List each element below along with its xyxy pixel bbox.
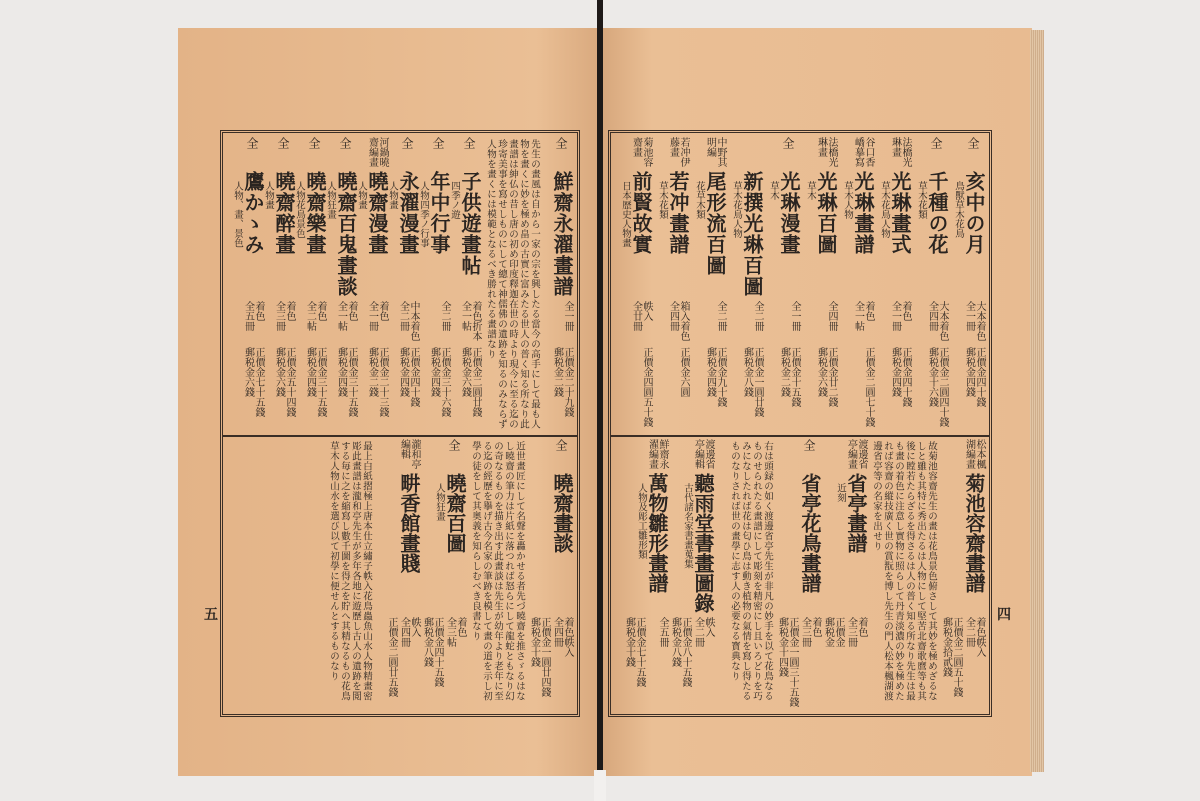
volume-count: 全一冊 (789, 301, 800, 331)
book-price: 正價金九十錢 郵税金四錢 (704, 347, 726, 407)
book-title: 曉齋醉畫 (272, 171, 296, 255)
volume-count: 着色 全一冊 (889, 301, 911, 331)
page-number-right: 四 (997, 607, 1011, 623)
listing-author: 全 (966, 137, 980, 149)
book-listing (689, 137, 726, 433)
volume-count: 全五冊 (657, 617, 668, 647)
book-title: 子供遊畫帖 (458, 171, 482, 276)
book-description (714, 439, 775, 710)
page-number-left: 五 (204, 607, 218, 623)
book-listing (233, 137, 264, 433)
listing-author: 法橋光琳畫 (815, 137, 837, 167)
book-price: 正價金一圓三十五錢 郵税金十四錢 (776, 617, 798, 707)
listing-author: 全 (554, 137, 568, 149)
book-description (867, 439, 939, 710)
volume-count: 大本着色 全四冊 (926, 301, 948, 341)
listing-author: 全 (338, 137, 352, 149)
volume-count: 中本着色 全二冊 (397, 301, 419, 341)
book-listing (450, 137, 481, 433)
volume-count: 着色 全五冊 (242, 301, 264, 331)
volume-count: 全二冊 (715, 301, 726, 331)
listing-author: 中野其明編 (704, 137, 726, 167)
book-title: 聽雨堂書畫圖錄 (691, 473, 715, 613)
book-price: 正價金二圓五十錢 郵税金拾貳錢 (940, 617, 962, 697)
book-price: 正價金二十九錢 郵税金二錢 (551, 347, 573, 417)
book-price: 正價金四十錢 郵税金四錢 (397, 347, 419, 407)
book-listing (763, 137, 800, 433)
description-text: 最上白紙摺極上唐本仕立繡子帙入花鳥蟲魚山水人物精畫密彫此畫譜は瀧和亭先生が多年各地に遊歷し古人の遺跡を閲する毎に之を縮寫し數千圖を得之を貯へ其精なるもの花鳥草木人物山水を選び以て初學に便せんとするものなり (328, 441, 372, 701)
book-subtitle: 人物畫 (263, 181, 274, 210)
book-title: 曉齋漫畫 (365, 171, 389, 255)
volume-count: 帙入 全廿冊 (630, 301, 652, 331)
book-listing (295, 137, 326, 433)
book-listing (652, 137, 689, 433)
book-price: 正價金五十四錢 郵税金六錢 (273, 347, 295, 417)
listing-author: 全 (400, 137, 414, 149)
book-spine (597, 0, 603, 801)
volume-count: 着色折本 全一帖 (459, 301, 481, 341)
left-bottom-listings (227, 439, 573, 710)
listing-author: 河鍋曉齋編畫 (366, 137, 388, 167)
listing-author: 渡邊省亭編畫 (845, 439, 867, 469)
book-title: 曉齋百鬼畫談 (334, 171, 358, 297)
book-subtitle: 人物四季ノ行事 (418, 181, 429, 248)
listing-author: 菊池容齋畫 (630, 137, 652, 167)
book-subtitle: 草木 (805, 181, 816, 200)
book-description (466, 439, 527, 710)
book-title: 新撰光琳百圖 (740, 171, 764, 297)
book-price: 正價金四圓五十錢 (641, 347, 652, 427)
book-subtitle: 古代諸名家書畫蒐集 (682, 483, 693, 569)
book-title: 鷹かゝみ (241, 171, 265, 255)
volume-count: 帙入 全二冊 (692, 617, 714, 647)
book-price: 正價金 郵税金 (822, 617, 844, 647)
book-listing (911, 137, 948, 433)
description-text: 故菊池容齋先生の畫は花鳥景色俯さして其妙を極めざるなしと雖も其特に秀出たるは人物にして堅苦北齋歌麿等も其後に瞠若たらざるを得さるは人の普く知る所なり先生は最も畫の着色に注意し實物に照らして丹青淡濃の妙を極めたれば容齋の縱技廣く世の賞翫を博し先生の門人松本楓湖渡邊省亭等の名家を出せり (871, 441, 937, 701)
listing-author: 全 (929, 137, 943, 149)
book-listing (419, 137, 450, 433)
book-title: 光琳百圖 (814, 171, 838, 255)
listing-author: 全 (554, 439, 568, 451)
book-title: 尾形流百圖 (703, 171, 727, 276)
book-listing (726, 137, 763, 433)
listing-author: 全 (307, 137, 321, 149)
volume-count: 全四冊 (826, 301, 837, 331)
volume-count: 着色 全二帖 (304, 301, 326, 331)
book-price: 正價金一圓廿錢 郵税金八錢 (741, 347, 763, 417)
book-subtitle: 人物、畫、景色 (232, 181, 243, 248)
book-subtitle: 人物及彫工雛形類 (636, 483, 647, 559)
book-description (313, 439, 374, 710)
book-listing (326, 137, 357, 433)
volume-count: 着色帙入 全二冊 (963, 617, 985, 657)
book-listing (615, 137, 652, 433)
book-price: 正價金七十五錢 郵税金六錢 (242, 347, 264, 417)
book-subtitle: 日本歴史人物畫 (620, 181, 631, 248)
divider-line (223, 435, 577, 437)
book-title: 曉齋樂畫 (303, 171, 327, 255)
volume-count: 全一冊 (562, 301, 573, 331)
book-subtitle: 花草木類 (694, 181, 705, 219)
left-top-listings (227, 137, 573, 433)
listing-author: 若冲伊藤畫 (667, 137, 689, 167)
book-title: 千種の花 (925, 171, 949, 255)
book-title: 亥中の月 (962, 171, 986, 255)
book-price: 正價金四十錢 郵税金四錢 (889, 347, 911, 407)
book-listing (874, 137, 911, 433)
listing-author: 全 (245, 137, 259, 149)
book-description (481, 137, 542, 433)
volume-count: 着色 全一冊 (366, 301, 388, 331)
book-price: 正價金三十五錢 郵税金四錢 (304, 347, 326, 417)
book-price: 正價金六圓 (678, 347, 689, 397)
page-edges (1030, 30, 1044, 772)
book-listing (420, 439, 466, 710)
volume-count: 箱入着色 全四冊 (667, 301, 689, 341)
book-subtitle: 草木花類 (657, 181, 668, 219)
volume-count: 全二冊 (439, 301, 450, 331)
book-title: 省亭花鳥畫譜 (798, 473, 822, 593)
book-listing (948, 137, 985, 433)
volume-count: 着色 全三冊 (273, 301, 295, 331)
book-title: 光琳漫畫 (777, 171, 801, 255)
book-price: 正價金八十五錢 郵税金八錢 (669, 617, 691, 687)
book-subtitle: 草木花鳥人物 (731, 181, 742, 238)
description-text: 近世畫匠にして名聲を轟かせる者先づ曉齋を推さゞるはなし曉齋の筆力は片紙に落つれば怒らにして龍蛇ともなり幻の奇なるものを描き出す此畫談は先生が幼年より老年に至る迄の經歷を擧げ古今名家の筆跡を模して畫の道を示し初學の徒をして其奥義を知らしむべき良書なり (470, 441, 525, 701)
volume-count: 大本着色 全一冊 (963, 301, 985, 341)
right-catalog-frame (608, 130, 992, 717)
spine-gap (594, 770, 606, 801)
book-listing (374, 439, 420, 710)
book-price: 正價金十五錢 郵税金二錢 (778, 347, 800, 407)
book-price: 正價金四十五錢 郵税金八錢 (421, 617, 443, 687)
listing-author: 谷口香嶠摹寫 (852, 137, 874, 167)
book-subtitle: 草木花類 (916, 181, 927, 219)
book-price: 正價金二圓七十錢 (863, 347, 874, 427)
volume-count: 着色 全三冊 (799, 617, 821, 647)
listing-author: 瀧和亭編輯 (398, 439, 420, 469)
book-listing (357, 137, 388, 433)
book-title: 曉齋百圖 (443, 473, 467, 553)
book-listing (939, 439, 985, 710)
book-price: 正價金三十五錢 郵税金四錢 (335, 347, 357, 417)
divider-line (611, 435, 989, 437)
volume-count: 着色帙入 全四冊 (551, 617, 573, 657)
volume-count: 着色 全三冊 (845, 617, 867, 647)
book-price: 正價金三十六錢 郵税金四錢 (428, 347, 450, 417)
book-subtitle: 四季ノ遊 (449, 181, 460, 219)
book-listing (542, 137, 573, 433)
book-title: 年中行事 (427, 171, 451, 255)
listing-author: 鮮齋永濯編畫 (646, 439, 668, 469)
book-title: 畊香館畫賤 (397, 473, 421, 573)
listing-author: 全 (276, 137, 290, 149)
description-text: 右は頭録の如く渡邊省亭先生が非凡の妙手を以て花鳥なるものせられたる畫譜にして彫刻を精密にし且いろどりを巧みになしたれば花は匂ひ鳥は動き植物の氣情を寫し得たるものなりされば世の畫學に志す人の必要なる寳典なり (729, 441, 773, 701)
book-subtitle: 人物畫 (356, 181, 367, 210)
description-text: 先生の畫風は自から一家の宗を興したる當今の高手にして最も人物を畫くに妙を極め畠の古實に富みたる世人の普く知る所なり此畫譜は紳仏の昔し唐の初め印度釋迦在世の時より現今に至る迄の珍寄美事を寫せしものにして總て神儒佛の遺跡を知るのみならず人物を畫くには模範となるべき勝れたる畫譜なり (485, 139, 540, 429)
book-price: 正價金一圓廿四錢 郵税金十錢 (528, 617, 550, 697)
listing-author: 全 (802, 439, 816, 451)
book-listing (821, 439, 867, 710)
book-price: 正價金廿二錢 郵税金六錢 (815, 347, 837, 407)
listing-author: 全 (447, 439, 461, 451)
book-listing (527, 439, 573, 710)
listing-author: 全 (431, 137, 445, 149)
book-listing (388, 137, 419, 433)
listing-author: 渡邊省亭編輯 (692, 439, 714, 469)
book-title: 萬物雛形畫譜 (645, 473, 669, 593)
book-title: 永濯漫畫 (396, 171, 420, 255)
book-title: 省亭畫譜 (844, 473, 868, 553)
book-subtitle: 草木人物 (842, 181, 853, 219)
book-title: 菊池容齋畫譜 (962, 473, 986, 593)
book-title: 前賢故實 (629, 171, 653, 255)
book-subtitle: 草木 (768, 181, 779, 200)
right-top-listings (615, 137, 985, 433)
book-title: 光琳畫式 (888, 171, 912, 255)
book-listing (668, 439, 714, 710)
listing-author: 松本楓湖編畫 (963, 439, 985, 469)
book-title: 曉齋畫談 (550, 473, 574, 553)
volume-count: 着色 全一帖 (852, 301, 874, 331)
book-title: 光琳畫譜 (851, 171, 875, 255)
book-subtitle: 草木花鳥人物 (879, 181, 890, 238)
volume-count: 全二冊 (752, 301, 763, 331)
book-listing (264, 137, 295, 433)
left-catalog-frame (220, 130, 580, 717)
volume-count: 着色 全三帖 (444, 617, 466, 647)
book-subtitle: 人物花鳥景色 (294, 181, 305, 238)
right-bottom-listings (615, 439, 985, 710)
book-listing (775, 439, 821, 710)
listing-author: 全 (462, 137, 476, 149)
volume-count: 帙入 全四冊 (398, 617, 420, 647)
book-subtitle: 人物畫 (387, 181, 398, 210)
book-title: 鮮齋永濯畫譜 (550, 171, 574, 297)
book-listing (837, 137, 874, 433)
book-price: 正價金二圓廿錢 郵税金六錢 (459, 347, 481, 417)
book-subtitle: 近刻 (835, 483, 846, 502)
book-title: 若冲畫譜 (666, 171, 690, 255)
volume-count: 着色 全一帖 (335, 301, 357, 331)
book-price: 正價金四十錢 郵税金四錢 (963, 347, 985, 407)
book-price: 正價金二圓廿五錢 (386, 617, 397, 697)
listing-author: 全 (781, 137, 795, 149)
book-listing (622, 439, 668, 710)
book-price: 正價金二十三錢 郵税金二錢 (366, 347, 388, 417)
book-subtitle: 鳥獸草木花鳥 (953, 181, 964, 238)
book-price: 正價金二圓四十錢 郵税金十六錢 (926, 347, 948, 427)
book-subtitle: 人物狂畫 (325, 181, 336, 219)
book-listing (800, 137, 837, 433)
book-subtitle: 人物狂畫 (434, 483, 445, 521)
listing-author: 法橋光琳畫 (889, 137, 911, 167)
book-price: 正價金七十五錢 郵税金十錢 (623, 617, 645, 687)
